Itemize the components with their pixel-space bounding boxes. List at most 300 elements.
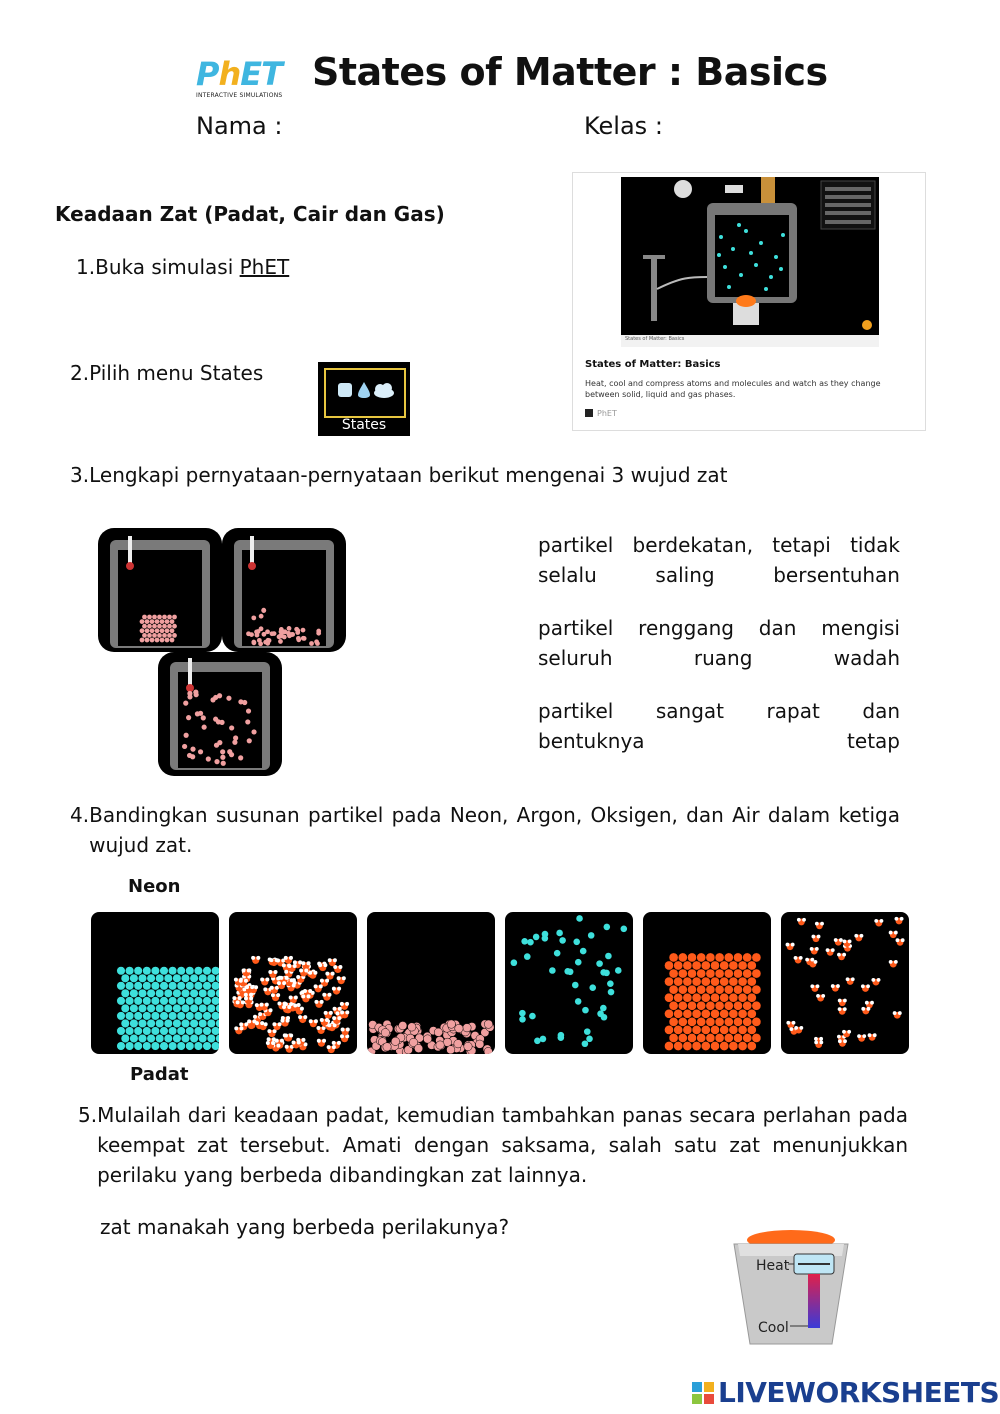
particle	[282, 981, 286, 985]
particle	[706, 1017, 715, 1026]
particle	[706, 1001, 715, 1010]
particle	[155, 974, 164, 983]
particle	[894, 960, 898, 964]
particle	[167, 633, 172, 638]
particle	[838, 999, 842, 1003]
particle	[168, 1042, 177, 1051]
particle	[729, 993, 738, 1002]
particle	[815, 947, 819, 951]
particle	[316, 1026, 320, 1030]
particle	[145, 628, 150, 633]
particle	[715, 969, 724, 978]
particle	[186, 1012, 195, 1021]
particle	[674, 961, 683, 970]
particle	[289, 956, 293, 960]
particle	[213, 717, 218, 722]
question-2: 2.Pilih menu States	[70, 361, 264, 385]
particle	[277, 1001, 281, 1005]
particle	[346, 1027, 350, 1031]
particle	[529, 1013, 536, 1020]
particle	[198, 1004, 207, 1013]
particle	[605, 953, 612, 960]
particle	[238, 699, 243, 704]
simulation-preview	[621, 177, 879, 335]
particle	[164, 1034, 173, 1043]
particle	[337, 987, 341, 991]
particle	[715, 1033, 724, 1042]
particle	[186, 1027, 195, 1036]
particle	[324, 1011, 328, 1015]
particle	[285, 1045, 289, 1049]
particle	[866, 984, 870, 988]
particle	[194, 982, 203, 991]
particle	[720, 1041, 729, 1050]
particle	[307, 994, 311, 998]
particle	[267, 1037, 271, 1041]
particle	[316, 631, 321, 636]
particle	[831, 948, 835, 952]
particle	[293, 960, 297, 964]
particle	[743, 985, 752, 994]
particle	[160, 1042, 169, 1051]
particle	[747, 977, 756, 986]
panel-argon-liquid	[367, 912, 495, 1054]
particle	[683, 1041, 692, 1050]
particle	[147, 1034, 156, 1043]
particle	[870, 1001, 874, 1005]
particle	[299, 969, 303, 973]
particle	[692, 1025, 701, 1034]
particle	[181, 1034, 190, 1043]
neon-label: Neon	[128, 876, 181, 897]
particle	[322, 993, 326, 997]
particle	[603, 970, 610, 977]
particle	[194, 1042, 203, 1051]
particle	[811, 935, 815, 939]
particle	[296, 975, 300, 979]
particle	[125, 966, 134, 975]
particle	[307, 961, 311, 965]
particle	[743, 969, 752, 978]
particle	[857, 1034, 861, 1038]
particle	[147, 633, 152, 638]
particle	[329, 1011, 333, 1015]
particle	[301, 994, 305, 998]
sim-card-description: Heat, cool and compress atoms and molecules and watch as they change between solid, liquid and gas phases.	[585, 379, 881, 399]
particle	[207, 1034, 216, 1043]
particle	[198, 1019, 207, 1028]
particle	[247, 969, 251, 973]
particle	[710, 993, 719, 1002]
particle	[893, 1011, 897, 1015]
particle	[172, 615, 177, 620]
particle	[615, 967, 622, 974]
padat-label: Padat	[130, 1064, 189, 1085]
particle	[706, 985, 715, 994]
particle	[220, 755, 225, 760]
particle	[142, 633, 147, 638]
particle	[160, 619, 165, 624]
particle	[724, 985, 733, 994]
particle	[664, 1025, 673, 1034]
particle	[140, 638, 145, 643]
particle	[669, 969, 678, 978]
particle	[168, 997, 177, 1006]
particle	[408, 1023, 416, 1031]
particle	[202, 725, 207, 730]
particle	[264, 1022, 268, 1026]
svg-text:Heat: Heat	[756, 1258, 790, 1274]
particle	[896, 938, 900, 942]
particle	[715, 1001, 724, 1010]
statement-1: partikel berdekatan, tetapi tidak selalu saling bersentuhan	[538, 533, 900, 587]
particle	[213, 695, 218, 700]
particle	[706, 1033, 715, 1042]
particle	[895, 917, 899, 921]
particle	[669, 1033, 678, 1042]
particle	[138, 1034, 147, 1043]
particle	[242, 969, 246, 973]
particle	[674, 1009, 683, 1018]
particle	[186, 997, 195, 1006]
particle	[170, 628, 175, 633]
particle	[724, 953, 733, 962]
particle	[314, 1019, 318, 1023]
particle	[164, 989, 173, 998]
particle	[155, 989, 164, 998]
particle	[820, 922, 824, 926]
particle	[729, 1009, 738, 1018]
particle	[155, 638, 160, 643]
particle	[874, 919, 878, 923]
particle	[172, 624, 177, 629]
particle	[816, 994, 820, 998]
liveworksheets-logo: LIVEWORKSHEETS	[692, 1376, 999, 1409]
particle	[582, 1040, 589, 1047]
panel-neon-gas	[505, 912, 633, 1054]
particle	[134, 1042, 143, 1051]
particle	[282, 1005, 286, 1009]
particle	[889, 960, 893, 964]
statement-3: partikel sangat rapat dan bentuknya tetap	[538, 699, 900, 753]
question-4: 4. Bandingkan susunan partikel pada Neon, Argon, Oksigen, dan Air dalam ketiga wujud zat.	[70, 803, 900, 857]
particle	[125, 1012, 134, 1021]
particle	[331, 972, 335, 976]
particle	[733, 1001, 742, 1010]
particle	[211, 997, 219, 1006]
particle	[173, 1019, 182, 1028]
solid-container	[98, 528, 222, 652]
particle	[151, 1027, 160, 1036]
particle	[147, 974, 156, 983]
particle	[527, 939, 534, 946]
particle	[701, 977, 710, 986]
particle	[554, 950, 561, 957]
particle	[851, 977, 855, 981]
class-label: Kelas :	[584, 112, 663, 140]
particle	[710, 1025, 719, 1034]
particle	[190, 989, 199, 998]
particle	[138, 989, 147, 998]
particle	[743, 953, 752, 962]
particle	[786, 1021, 790, 1025]
particle	[816, 984, 820, 988]
particle	[701, 961, 710, 970]
particle	[320, 979, 324, 983]
particle	[674, 993, 683, 1002]
particle	[880, 919, 884, 923]
particle	[715, 985, 724, 994]
particle	[285, 976, 289, 980]
particle	[165, 638, 170, 643]
particle	[276, 958, 280, 962]
particle	[678, 1017, 687, 1026]
particle	[805, 958, 809, 962]
particle	[575, 998, 582, 1005]
particle	[597, 1010, 604, 1017]
particle	[280, 1019, 284, 1023]
particle	[341, 1027, 345, 1031]
particle	[155, 1034, 164, 1043]
particle	[877, 978, 881, 982]
particle	[241, 1000, 245, 1004]
particle	[301, 961, 305, 965]
particle	[236, 1000, 240, 1004]
particle	[724, 1001, 733, 1010]
particle	[861, 984, 865, 988]
particle	[160, 1027, 169, 1036]
particle	[328, 958, 332, 962]
particle	[143, 997, 152, 1006]
particle	[463, 1024, 471, 1032]
particle	[134, 982, 143, 991]
particle	[157, 633, 162, 638]
particle	[244, 996, 248, 1000]
particle	[332, 1041, 336, 1045]
particle	[263, 987, 267, 991]
particle	[147, 1004, 156, 1013]
particle	[203, 982, 212, 991]
particle	[314, 639, 319, 644]
particle	[889, 931, 893, 935]
particle	[838, 1039, 842, 1043]
particle	[251, 640, 256, 645]
particle	[391, 1037, 399, 1045]
particle	[181, 974, 190, 983]
particle	[290, 978, 294, 982]
particle	[861, 1007, 865, 1011]
particle	[572, 982, 579, 989]
question-3: 3.Lengkapi pernyataan-pernyataan berikut mengenai 3 wujud zat	[70, 463, 728, 487]
particle	[837, 953, 841, 957]
particle	[194, 1027, 203, 1036]
particle	[678, 953, 687, 962]
particle	[697, 1001, 706, 1010]
particle	[752, 1017, 761, 1026]
particle	[117, 966, 126, 975]
particle	[320, 1018, 324, 1022]
particle	[720, 977, 729, 986]
question-5-prompt: zat manakah yang berbeda perilakunya?	[100, 1215, 510, 1239]
particle	[710, 977, 719, 986]
particle	[227, 749, 232, 754]
particle	[399, 1021, 407, 1029]
heater-icon	[728, 1228, 854, 1348]
particle	[747, 993, 756, 1002]
particle	[121, 989, 130, 998]
particle	[301, 1038, 305, 1042]
particle	[733, 1033, 742, 1042]
particle	[542, 935, 549, 942]
particle	[337, 976, 341, 980]
particle	[337, 1016, 341, 1020]
particle	[327, 1023, 331, 1027]
particle	[865, 1001, 869, 1005]
particle	[715, 1017, 724, 1026]
particle	[125, 997, 134, 1006]
phet-link[interactable]: PhET	[239, 255, 290, 279]
particle	[279, 627, 284, 632]
particle	[836, 984, 840, 988]
particle	[143, 1042, 152, 1051]
particle	[150, 638, 155, 643]
particle	[162, 624, 167, 629]
particle	[847, 1030, 851, 1034]
particle	[160, 997, 169, 1006]
particle	[664, 1009, 673, 1018]
particle	[314, 1000, 318, 1004]
particle	[269, 1008, 273, 1012]
states-menu-button: States	[318, 362, 410, 436]
particle	[794, 956, 798, 960]
particle	[297, 1040, 301, 1044]
particle	[190, 747, 195, 752]
particle	[867, 1007, 871, 1011]
particle	[589, 984, 596, 991]
particle	[294, 996, 298, 1000]
particle	[168, 1012, 177, 1021]
particle	[743, 1001, 752, 1010]
simulation-card[interactable]: States of Matter: Basics States of Matter: Basics Heat, cool and compress atoms and molecules and watch as they change between solid, liquid and gas phases. PhET	[572, 172, 926, 431]
particle	[160, 1012, 169, 1021]
particle	[868, 1033, 872, 1037]
particle	[848, 939, 852, 943]
particle	[181, 989, 190, 998]
particle	[117, 1027, 126, 1036]
particle	[164, 974, 173, 983]
particle	[183, 701, 188, 706]
particle	[147, 624, 152, 629]
particle	[150, 628, 155, 633]
particle	[182, 744, 187, 749]
particle	[198, 749, 203, 754]
particle	[901, 938, 905, 942]
particle	[729, 977, 738, 986]
particle	[678, 1033, 687, 1042]
particle	[549, 967, 556, 974]
particle	[160, 638, 165, 643]
particle	[511, 959, 518, 966]
particle	[332, 987, 336, 991]
particle	[138, 1004, 147, 1013]
particle	[162, 633, 167, 638]
particle	[692, 993, 701, 1002]
particle	[821, 994, 825, 998]
particle	[810, 984, 814, 988]
particle	[678, 985, 687, 994]
particle	[434, 1028, 442, 1036]
particle	[683, 961, 692, 970]
statement-2: partikel renggang dan mengisi seluruh ruang wadah	[538, 616, 900, 670]
particle	[692, 1041, 701, 1050]
particle	[121, 974, 130, 983]
particle	[194, 1012, 203, 1021]
particle	[255, 1021, 259, 1025]
particle	[381, 1028, 389, 1036]
particle	[337, 1041, 341, 1045]
particle	[706, 953, 715, 962]
particle	[558, 1034, 565, 1041]
particle	[669, 1017, 678, 1026]
particle	[747, 961, 756, 970]
particle	[325, 1018, 329, 1022]
particle	[747, 1025, 756, 1034]
particle	[269, 958, 273, 962]
particle	[181, 1004, 190, 1013]
particle	[799, 1026, 803, 1030]
particle	[297, 1003, 301, 1007]
particle	[125, 1042, 134, 1051]
particle	[151, 1042, 160, 1051]
svg-text:Cool: Cool	[758, 1320, 789, 1336]
particle	[250, 985, 254, 989]
particle	[125, 982, 134, 991]
particle	[286, 631, 291, 636]
particle	[142, 615, 147, 620]
particle	[738, 1009, 747, 1018]
particle	[173, 1004, 182, 1013]
particle	[873, 1033, 877, 1037]
particle	[254, 985, 258, 989]
particle	[134, 997, 143, 1006]
particle	[900, 917, 904, 921]
particle	[533, 934, 540, 941]
particle	[584, 1028, 591, 1035]
particle	[476, 1040, 484, 1048]
particle	[138, 1019, 147, 1028]
particle	[173, 1034, 182, 1043]
particle	[318, 963, 322, 967]
particle	[669, 985, 678, 994]
particle	[837, 1035, 841, 1039]
sim-card-title: States of Matter: Basics	[585, 359, 721, 370]
particle	[621, 925, 628, 932]
particle	[446, 1046, 454, 1054]
particle	[168, 1027, 177, 1036]
particle	[203, 1027, 212, 1036]
particle	[249, 993, 253, 997]
particle	[752, 969, 761, 978]
particle	[303, 989, 307, 993]
particle	[256, 629, 261, 634]
particle	[142, 624, 147, 629]
particle	[247, 738, 252, 743]
page-title: States of Matter : Basics	[312, 50, 828, 94]
particle	[814, 1037, 818, 1041]
particle	[134, 1027, 143, 1036]
particle	[234, 1026, 238, 1030]
particle	[219, 720, 224, 725]
